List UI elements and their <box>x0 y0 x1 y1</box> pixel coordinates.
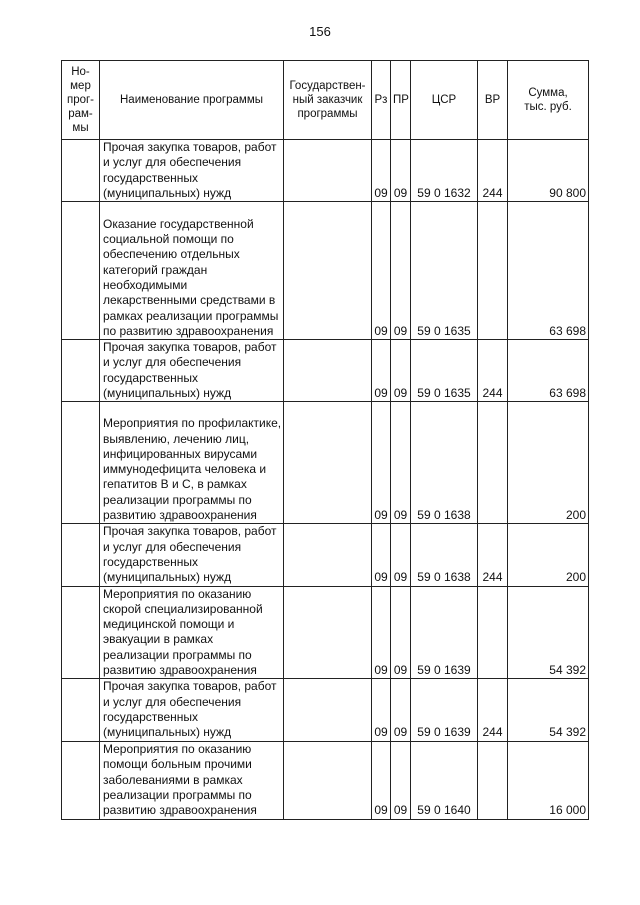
cell-vr <box>478 741 508 819</box>
cell-rz: 09 <box>372 586 391 679</box>
cell-pr: 09 <box>391 202 411 340</box>
cell-csr: 59 0 1632 <box>411 140 478 202</box>
cell-vr: 244 <box>478 340 508 402</box>
cell-rz: 09 <box>372 679 391 741</box>
cell-pr: 09 <box>391 741 411 819</box>
cell-number <box>62 340 100 402</box>
table-row <box>62 741 589 819</box>
cell-pr: 09 <box>391 524 411 586</box>
header-sum: Сумма, тыс. руб. <box>508 61 589 140</box>
cell-sum: 200 <box>508 524 589 586</box>
cell-name: Прочая закупка товаров, работ и услуг для обеспечения государственных (муниципальных) нужд <box>100 524 284 586</box>
table-row <box>62 586 589 679</box>
cell-vr: 244 <box>478 140 508 202</box>
cell-name: Мероприятия по оказанию скорой специализированной медицинской помощи и эвакуации в рамках реализации программы по развитию здравоохранения <box>100 586 284 679</box>
header-row <box>62 61 589 140</box>
cell-csr: 59 0 1638 <box>411 524 478 586</box>
header-csr: ЦСР <box>411 61 478 140</box>
cell-csr: 59 0 1639 <box>411 586 478 679</box>
cell-vr: 244 <box>478 679 508 741</box>
cell-customer <box>284 202 372 340</box>
header-customer: Государствен- ный заказчик программы <box>284 61 372 140</box>
cell-csr: 59 0 1635 <box>411 202 478 340</box>
cell-sum: 200 <box>508 402 589 524</box>
cell-pr: 09 <box>391 679 411 741</box>
table-row <box>62 202 589 340</box>
cell-vr <box>478 586 508 679</box>
cell-name: Мероприятия по профилактике, выявлению, лечению лиц, инфицированных вирусами иммунодефицита человека и гепатитов В и С, в рамках реализации программы по развитию здравоохранения <box>100 402 284 524</box>
cell-customer <box>284 679 372 741</box>
header-rz: Рз <box>372 61 391 140</box>
cell-customer <box>284 402 372 524</box>
cell-number <box>62 679 100 741</box>
cell-number <box>62 202 100 340</box>
cell-name: Оказание государственной социальной помощи по обеспечению отдельных категорий граждан необходимыми лекарственными средствами в рамках реализации программы по развитию здравоохранения <box>100 202 284 340</box>
cell-number <box>62 402 100 524</box>
cell-vr <box>478 202 508 340</box>
cell-csr: 59 0 1638 <box>411 402 478 524</box>
cell-pr: 09 <box>391 340 411 402</box>
cell-name: Прочая закупка товаров, работ и услуг для обеспечения государственных (муниципальных) нужд <box>100 679 284 741</box>
cell-rz: 09 <box>372 140 391 202</box>
cell-rz: 09 <box>372 340 391 402</box>
cell-rz: 09 <box>372 202 391 340</box>
cell-vr <box>478 402 508 524</box>
table-row <box>62 402 589 524</box>
cell-number <box>62 524 100 586</box>
cell-name: Прочая закупка товаров, работ и услуг для обеспечения государственных (муниципальных) нужд <box>100 340 284 402</box>
header-vr: ВР <box>478 61 508 140</box>
cell-csr: 59 0 1640 <box>411 741 478 819</box>
header-program-name: Наименование программы <box>100 61 284 140</box>
cell-sum: 63 698 <box>508 202 589 340</box>
budget-table <box>61 60 589 820</box>
cell-sum: 16 000 <box>508 741 589 819</box>
cell-customer <box>284 140 372 202</box>
header-program-number: Но- мер прог- рам- мы <box>62 61 100 140</box>
cell-rz: 09 <box>372 402 391 524</box>
cell-pr: 09 <box>391 140 411 202</box>
cell-csr: 59 0 1639 <box>411 679 478 741</box>
cell-number <box>62 140 100 202</box>
cell-vr: 244 <box>478 524 508 586</box>
cell-csr: 59 0 1635 <box>411 340 478 402</box>
header-pr: ПР <box>391 61 411 140</box>
cell-pr: 09 <box>391 402 411 524</box>
table-row <box>62 340 589 402</box>
page-number: 156 <box>309 24 331 39</box>
cell-number <box>62 586 100 679</box>
cell-customer <box>284 524 372 586</box>
cell-sum: 63 698 <box>508 340 589 402</box>
cell-pr: 09 <box>391 586 411 679</box>
table-row <box>62 679 589 741</box>
table-row <box>62 140 589 202</box>
cell-customer <box>284 741 372 819</box>
cell-sum: 90 800 <box>508 140 589 202</box>
table-row <box>62 524 589 586</box>
cell-sum: 54 392 <box>508 679 589 741</box>
cell-customer <box>284 586 372 679</box>
cell-sum: 54 392 <box>508 586 589 679</box>
cell-rz: 09 <box>372 524 391 586</box>
cell-name: Мероприятия по оказанию помощи больным прочими заболеваниями в рамках реализации программы по развитию здравоохранения <box>100 741 284 819</box>
cell-number <box>62 741 100 819</box>
cell-customer <box>284 340 372 402</box>
cell-rz: 09 <box>372 741 391 819</box>
cell-name: Прочая закупка товаров, работ и услуг для обеспечения государственных (муниципальных) нужд <box>100 140 284 202</box>
